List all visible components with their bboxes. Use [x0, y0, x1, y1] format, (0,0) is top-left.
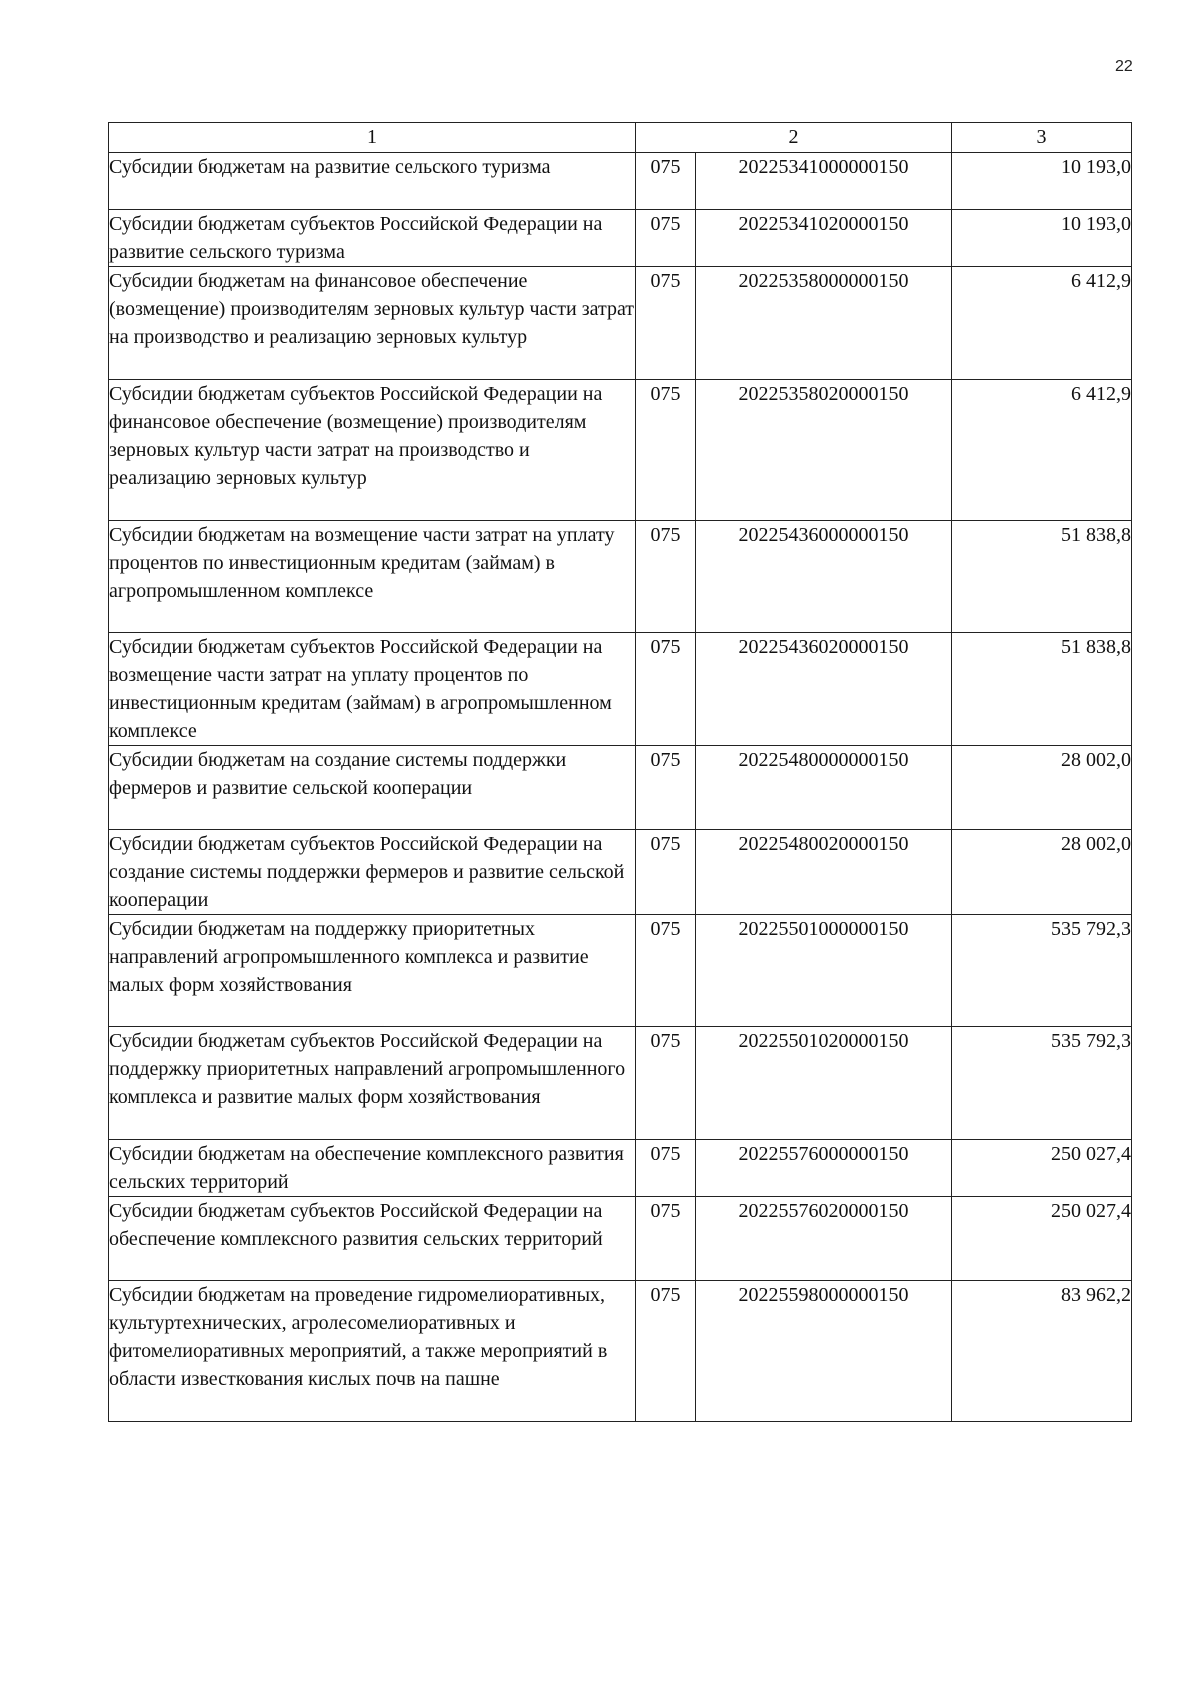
row-name: Субсидии бюджетам субъектов Российской Федерации на создание системы поддержки фермеров и развитие сельской кооперации — [109, 830, 636, 915]
row-budget-code: 20225598000000150 — [696, 1281, 952, 1422]
table-row — [109, 746, 1132, 830]
row-sum: 83 962,2 — [952, 1281, 1132, 1422]
row-budget-code: 20225576020000150 — [696, 1197, 952, 1281]
budget-table — [108, 122, 1132, 1422]
row-sum: 535 792,3 — [952, 915, 1132, 1027]
row-budget-code: 20225341000000150 — [696, 153, 952, 210]
header-col-3: 3 — [952, 123, 1132, 153]
row-name: Субсидии бюджетам на обеспечение комплексного развития сельских территорий — [109, 1140, 636, 1197]
row-admin-code: 075 — [636, 1027, 696, 1140]
row-admin-code: 075 — [636, 153, 696, 210]
row-budget-code: 20225501000000150 — [696, 915, 952, 1027]
row-admin-code: 075 — [636, 1197, 696, 1281]
row-admin-code: 075 — [636, 210, 696, 267]
row-sum: 6 412,9 — [952, 380, 1132, 521]
row-sum: 10 193,0 — [952, 153, 1132, 210]
table-row — [109, 210, 1132, 267]
row-sum: 28 002,0 — [952, 746, 1132, 830]
row-sum: 28 002,0 — [952, 830, 1132, 915]
row-name: Субсидии бюджетам на возмещение части затрат на уплату процентов по инвестиционным кредитам (займам) в агропромышленном комплексе — [109, 521, 636, 633]
table-row — [109, 267, 1132, 380]
table-row — [109, 633, 1132, 746]
page-number: 22 — [1115, 58, 1133, 75]
row-name: Субсидии бюджетам на создание системы поддержки фермеров и развитие сельской кооперации — [109, 746, 636, 830]
table-row — [109, 521, 1132, 633]
row-sum: 10 193,0 — [952, 210, 1132, 267]
row-name: Субсидии бюджетам субъектов Российской Федерации на развитие сельского туризма — [109, 210, 636, 267]
table-row — [109, 380, 1132, 521]
row-name: Субсидии бюджетам на финансовое обеспечение (возмещение) производителям зерновых культур части затрат на производство и реализацию зерновых культур — [109, 267, 636, 380]
row-budget-code: 20225358000000150 — [696, 267, 952, 380]
row-admin-code: 075 — [636, 267, 696, 380]
row-name: Субсидии бюджетам на поддержку приоритетных направлений агропромышленного комплекса и развитие малых форм хозяйствования — [109, 915, 636, 1027]
row-sum: 51 838,8 — [952, 633, 1132, 746]
header-col-1: 1 — [109, 123, 636, 153]
row-name: Субсидии бюджетам субъектов Российской Федерации на поддержку приоритетных направлений агропромышленного комплекса и развитие малых форм хозяйствования — [109, 1027, 636, 1140]
table-row — [109, 1027, 1132, 1140]
table-row — [109, 1197, 1132, 1281]
row-sum: 6 412,9 — [952, 267, 1132, 380]
table-row — [109, 153, 1132, 210]
table-row — [109, 830, 1132, 915]
row-budget-code: 20225358020000150 — [696, 380, 952, 521]
row-admin-code: 075 — [636, 830, 696, 915]
row-sum: 51 838,8 — [952, 521, 1132, 633]
row-name: Субсидии бюджетам на развитие сельского туризма — [109, 153, 636, 210]
row-admin-code: 075 — [636, 915, 696, 1027]
row-name: Субсидии бюджетам субъектов Российской Федерации на обеспечение комплексного развития сельских территорий — [109, 1197, 636, 1281]
row-budget-code: 20225480000000150 — [696, 746, 952, 830]
header-col-2: 2 — [636, 123, 952, 153]
row-sum: 250 027,4 — [952, 1197, 1132, 1281]
row-name: Субсидии бюджетам на проведение гидромелиоративных, культуртехнических, агролесомелиоративных и фитомелиоративных мероприятий, а также мероприятий в области известкования кислых почв на пашне — [109, 1281, 636, 1422]
row-sum: 535 792,3 — [952, 1027, 1132, 1140]
row-name: Субсидии бюджетам субъектов Российской Федерации на возмещение части затрат на уплату процентов по инвестиционным кредитам (займам) в агропромышленном комплексе — [109, 633, 636, 746]
row-budget-code: 20225576000000150 — [696, 1140, 952, 1197]
row-sum: 250 027,4 — [952, 1140, 1132, 1197]
row-name: Субсидии бюджетам субъектов Российской Федерации на финансовое обеспечение (возмещение) производителям зерновых культур части затрат на производство и реализацию зерновых культур — [109, 380, 636, 521]
row-admin-code: 075 — [636, 746, 696, 830]
row-budget-code: 20225480020000150 — [696, 830, 952, 915]
table-row — [109, 1281, 1132, 1422]
row-admin-code: 075 — [636, 380, 696, 521]
row-admin-code: 075 — [636, 1281, 696, 1422]
row-budget-code: 20225341020000150 — [696, 210, 952, 267]
table-header-row — [109, 123, 1132, 153]
row-admin-code: 075 — [636, 633, 696, 746]
table-row — [109, 915, 1132, 1027]
row-budget-code: 20225501020000150 — [696, 1027, 952, 1140]
row-admin-code: 075 — [636, 1140, 696, 1197]
row-budget-code: 20225436000000150 — [696, 521, 952, 633]
row-admin-code: 075 — [636, 521, 696, 633]
row-budget-code: 20225436020000150 — [696, 633, 952, 746]
table-row — [109, 1140, 1132, 1197]
